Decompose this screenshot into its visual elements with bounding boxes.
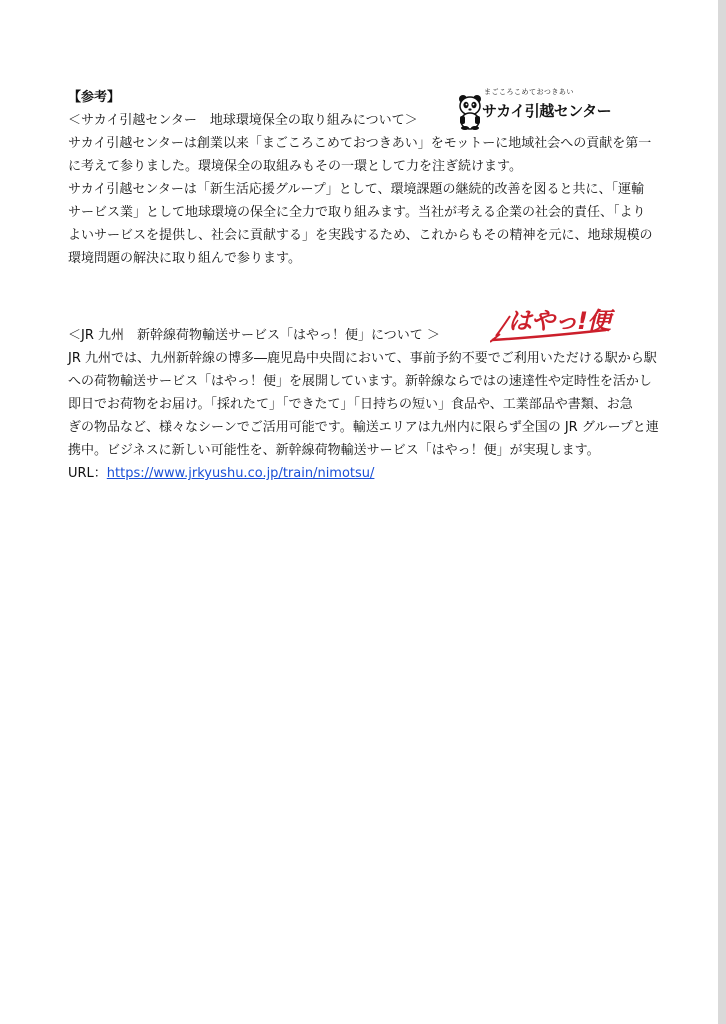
paragraph-line: よいサービスを提供し、社会に貢献する」を実践するため、これからもその精神を元に、地球規模の <box>68 228 653 243</box>
sakai-section-title: ＜サカイ引越センター 地球環境保全の取り組みについて＞ <box>68 113 418 128</box>
page-edge <box>718 0 726 1024</box>
paragraph-line: ぎの物品など、様々なシーンでご活用可能です。輸送エリアは九州内に限らず全国の JR グループと連 <box>68 420 659 435</box>
paragraph-line: 即日でお荷物をお届け。「採れたて」「できたて」「日持ちの短い」食品や、工業部品や書類、お急 <box>68 397 633 412</box>
sakai-logo <box>458 88 618 132</box>
paragraph-line: 環境問題の解決に取り組んで参ります。 <box>68 251 301 266</box>
sakai-logo-tagline: まごころこめておつきあい <box>484 88 574 96</box>
paragraph-line: JR 九州では、九州新幹線の博多―鹿児島中央間において、事前予約不要でご利用いただける駅から駅 <box>68 351 657 366</box>
hayabin-logo-text: はやっ!便 <box>508 307 610 335</box>
url-line <box>68 462 668 485</box>
paragraph-line: への荷物輸送サービス「はやっ！便」を展開しています。新幹線ならではの速達性や定時性を活かし <box>68 374 652 389</box>
panda-icon <box>458 94 482 134</box>
paragraph-line: サービス業」として地球環境の保全に全力で取り組みます。当社が考える企業の社会的責任、「より <box>68 205 646 220</box>
jr-section <box>68 324 668 485</box>
paragraph-line: 携中。ビジネスに新しい可能性を、新幹線荷物輸送サービス「はやっ！便」が実現します。 <box>68 443 600 458</box>
jr-nimotsu-link[interactable]: https://www.jrkyushu.co.jp/train/nimotsu/ <box>106 466 375 481</box>
sakai-logo-brand: サカイ引越センター <box>482 102 612 120</box>
document-body <box>68 86 668 485</box>
paragraph-line: サカイ引越センターは「新生活応援グループ」として、環境課題の継続的改善を図ると共に、「運輸 <box>68 182 645 197</box>
url-label: URL： <box>68 466 107 481</box>
hayabin-logo <box>490 306 612 344</box>
reference-heading: 【参考】 <box>68 90 121 105</box>
paragraph-line: に考えて参りました。環境保全の取組みもその一環として力を注ぎ続けます。 <box>68 159 522 174</box>
paragraph-line: サカイ引越センターは創業以来「まごころこめておつきあい」をモットーに地域社会への貢献を第一 <box>68 136 652 151</box>
jr-section-title: ＜JR 九州 新幹線荷物輸送サービス「はやっ！便」について ＞ <box>68 328 440 343</box>
